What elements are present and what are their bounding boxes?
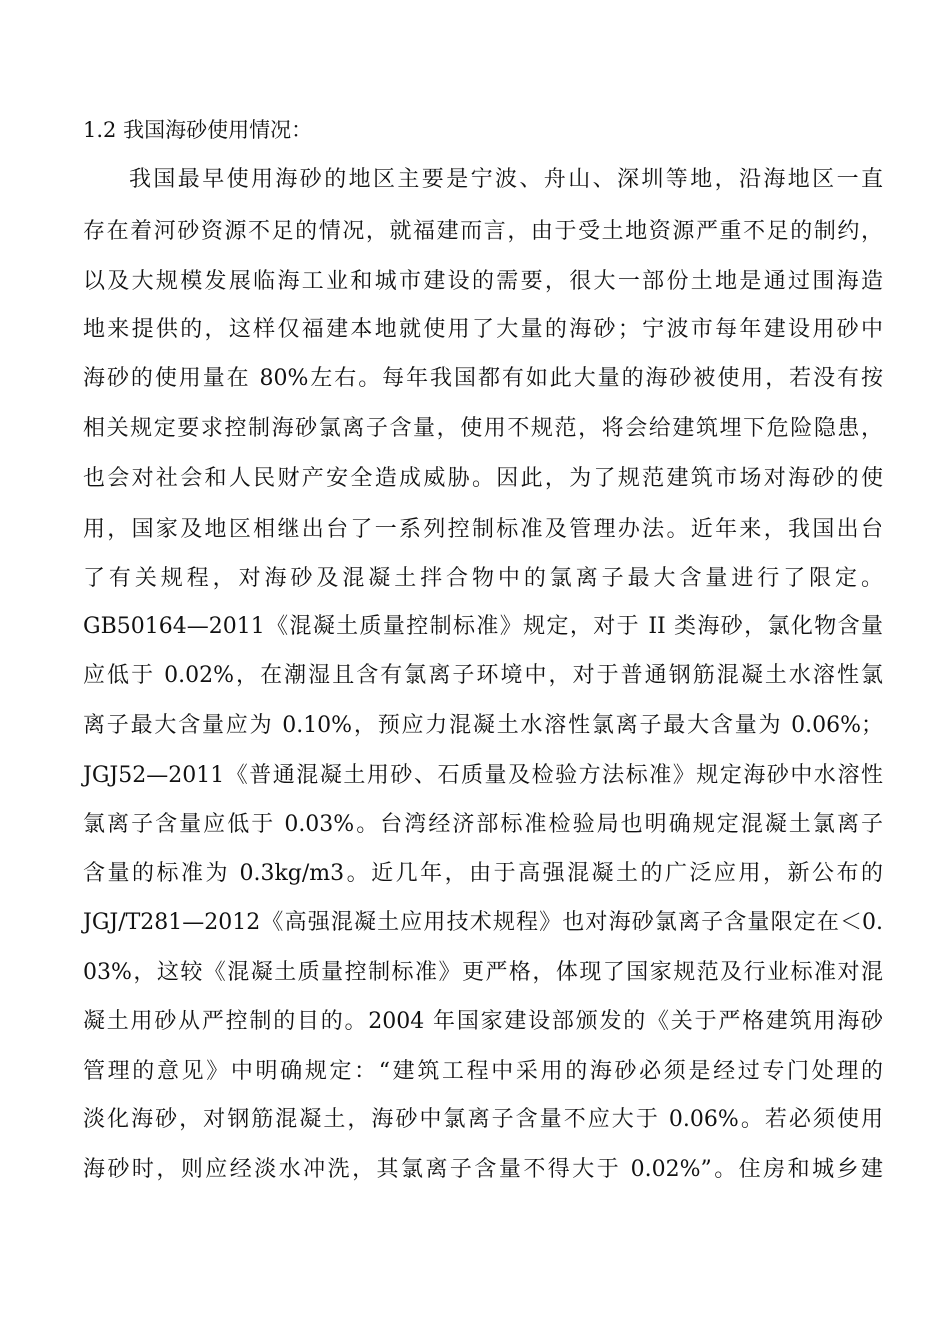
paragraph-line: 03%，这较《混凝土质量控制标准》更严格，体现了国家规范及行业标准对混 bbox=[83, 960, 883, 985]
paragraph-line: 地来提供的，这样仅福建本地就使用了大量的海砂；宁波市每年建设用砂中 bbox=[83, 317, 883, 342]
paragraph-line: 淡化海砂，对钢筋混凝土，海砂中氯离子含量不应大于 0.06%。若必须使用 bbox=[83, 1107, 883, 1132]
paragraph-line: 了有关规程，对海砂及混凝土拌合物中的氯离子最大含量进行了限定。 bbox=[83, 566, 883, 591]
paragraph-line: 管理的意见》中明确规定：“建筑工程中采用的海砂必须是经过专门处理的 bbox=[83, 1059, 883, 1084]
paragraph-line: 用，国家及地区相继出台了一系列控制标准及管理办法。近年来，我国出台 bbox=[83, 517, 883, 542]
section-heading: 1.2 我国海砂使用情况： bbox=[83, 118, 313, 142]
paragraph-line: 含量的标准为 0.3kg/m3。近几年，由于高强混凝土的广泛应用，新公布的 bbox=[83, 861, 883, 886]
paragraph-line: 以及大规模发展临海工业和城市建设的需要，很大一部份土地是通过围海造 bbox=[83, 269, 883, 294]
paragraph-line: 存在着河砂资源不足的情况，就福建而言，由于受土地资源严重不足的制约， bbox=[83, 219, 883, 244]
paragraph-line: 也会对社会和人民财产安全造成威胁。因此，为了规范建筑市场对海砂的使 bbox=[83, 466, 883, 491]
paragraph-line: 离子最大含量应为 0.10%，预应力混凝土水溶性氯离子最大含量为 0.06%； bbox=[83, 713, 883, 738]
paragraph-line: 海砂时，则应经淡水冲洗，其氯离子含量不得大于 0.02%”。住房和城乡建 bbox=[83, 1157, 883, 1182]
paragraph-line: 相关规定要求控制海砂氯离子含量，使用不规范，将会给建筑埋下危险隐患， bbox=[83, 416, 883, 441]
paragraph-line: GB50164—2011《混凝土质量控制标准》规定，对于 II 类海砂，氯化物含量 bbox=[83, 614, 883, 639]
paragraph-line: JGJ52—2011《普通混凝土用砂、石质量及检验方法标准》规定海砂中水溶性 bbox=[83, 763, 883, 788]
paragraph-line: 应低于 0.02%，在潮湿且含有氯离子环境中，对于普通钢筋混凝土水溶性氯 bbox=[83, 663, 883, 688]
paragraph-line: 氯离子含量应低于 0.03%。台湾经济部标准检验局也明确规定混凝土氯离子 bbox=[83, 812, 883, 837]
paragraph-line: 凝土用砂从严控制的目的。2004 年国家建设部颁发的《关于严格建筑用海砂 bbox=[83, 1009, 883, 1034]
paragraph-line: JGJ/T281—2012《高强混凝土应用技术规程》也对海砂氯离子含量限定在＜0. bbox=[83, 910, 883, 935]
paragraph-line: 海砂的使用量在 80%左右。每年我国都有如此大量的海砂被使用，若没有按 bbox=[83, 366, 883, 391]
paragraph-line: 我国最早使用海砂的地区主要是宁波、舟山、深圳等地，沿海地区一直 bbox=[129, 167, 883, 192]
